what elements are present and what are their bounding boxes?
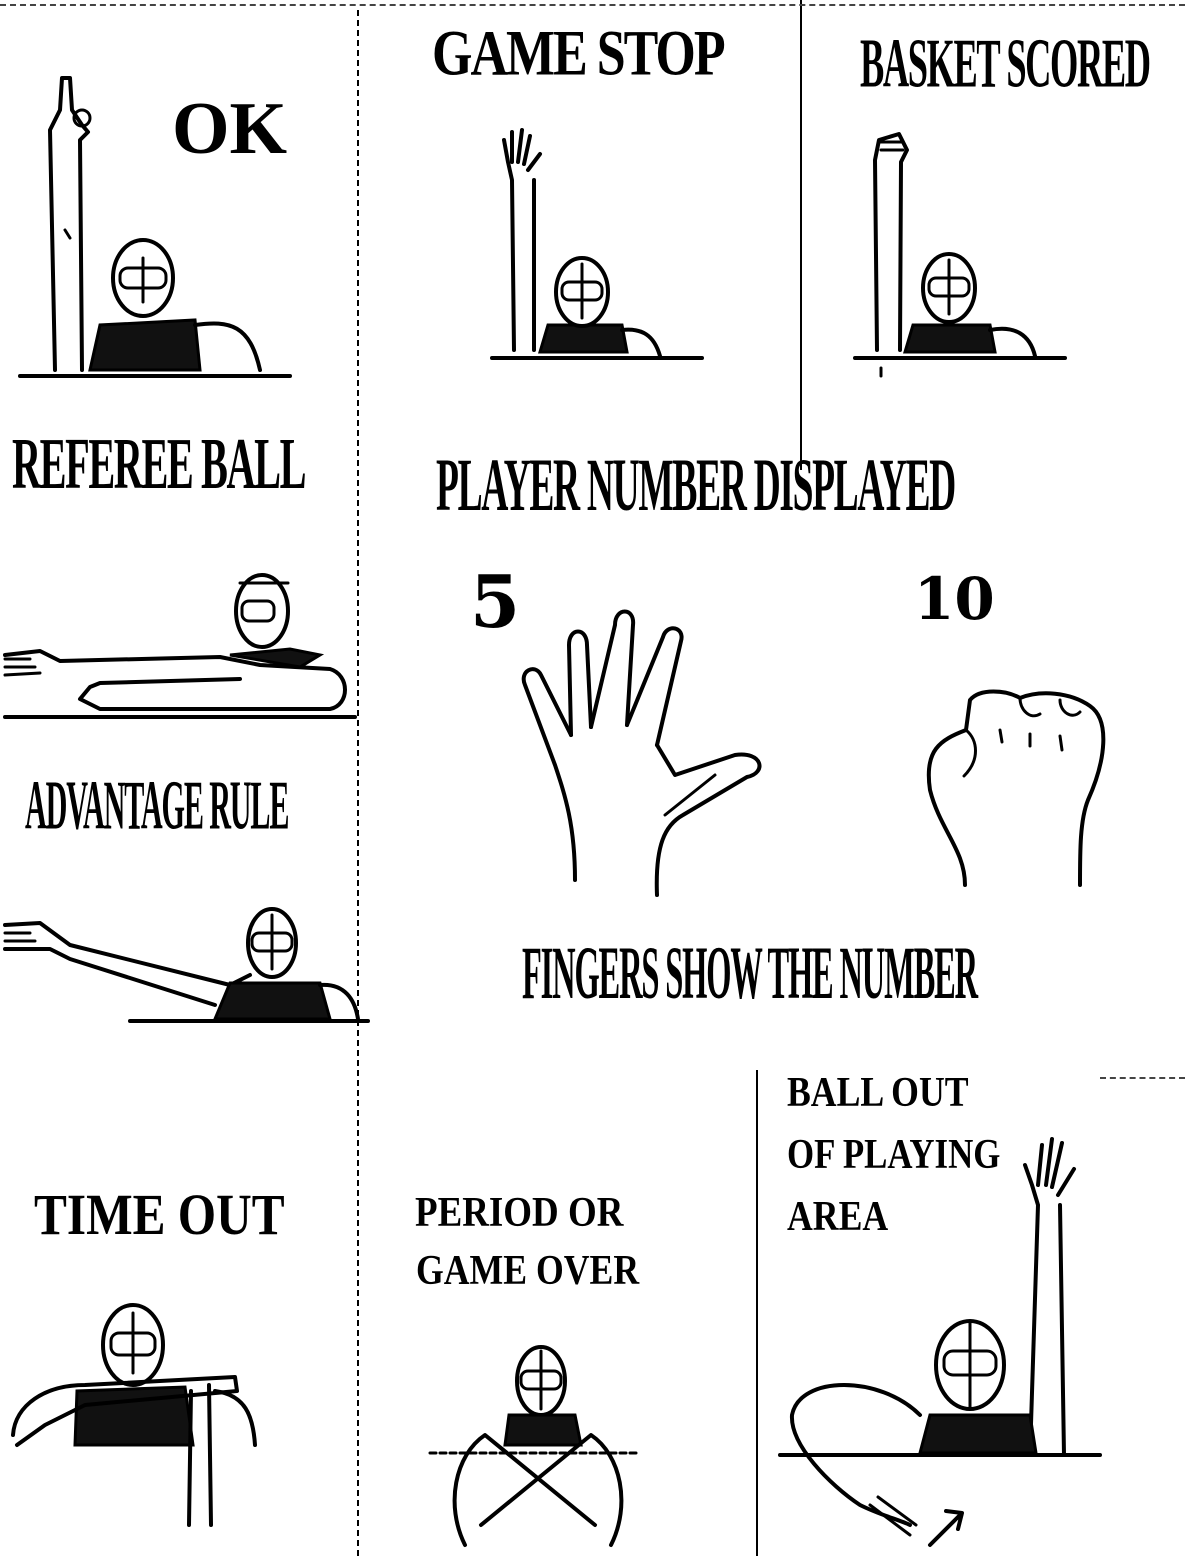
label-ball-out-line3: AREA	[787, 1194, 889, 1240]
label-player-number-displayed: PLAYER NUMBER DISPLAYED	[436, 443, 955, 528]
label-time-out: TIME OUT	[34, 1182, 285, 1247]
game-stop-signal-figure	[482, 120, 722, 370]
ball-out-of-playing-area-signal-figure	[770, 1125, 1110, 1555]
label-game-stop: GAME STOP	[432, 18, 724, 90]
label-basket-scored: BASKET SCORED	[860, 25, 1150, 103]
referee-ball-signal-figure	[0, 575, 360, 725]
label-referee-ball: REFEREE BALL	[12, 424, 306, 505]
advantage-rule-signal-figure	[0, 905, 370, 1035]
label-period-or-game-over-line1: PERIOD OR	[415, 1190, 624, 1236]
label-number-ten: 10	[914, 565, 995, 633]
label-period-or-game-over-line2: GAME OVER	[416, 1248, 640, 1294]
basket-scored-signal-figure	[845, 120, 1085, 380]
time-out-signal-figure	[5, 1295, 275, 1555]
open-hand-five-figure	[515, 605, 775, 905]
divider-bottom-right	[756, 1070, 758, 1556]
ok-signal-figure	[10, 70, 310, 390]
period-or-game-over-signal-figure	[425, 1345, 645, 1555]
label-ball-out-line2: OF PLAYING	[787, 1132, 1001, 1178]
divider-left-column	[357, 10, 359, 1556]
divider-bottom-right-top	[1100, 1077, 1185, 1079]
label-number-five: 5	[470, 559, 521, 644]
divider-top-right	[800, 0, 802, 470]
label-advantage-rule: ADVANTAGE RULE	[25, 767, 289, 845]
label-fingers-show-the-number: FINGERS SHOW THE NUMBER	[522, 931, 977, 1016]
divider-top-edge	[0, 4, 1185, 6]
label-ok: OK	[172, 88, 288, 170]
label-ball-out-line1: BALL OUT	[787, 1070, 969, 1116]
closed-fist-ten-figure	[920, 680, 1120, 890]
